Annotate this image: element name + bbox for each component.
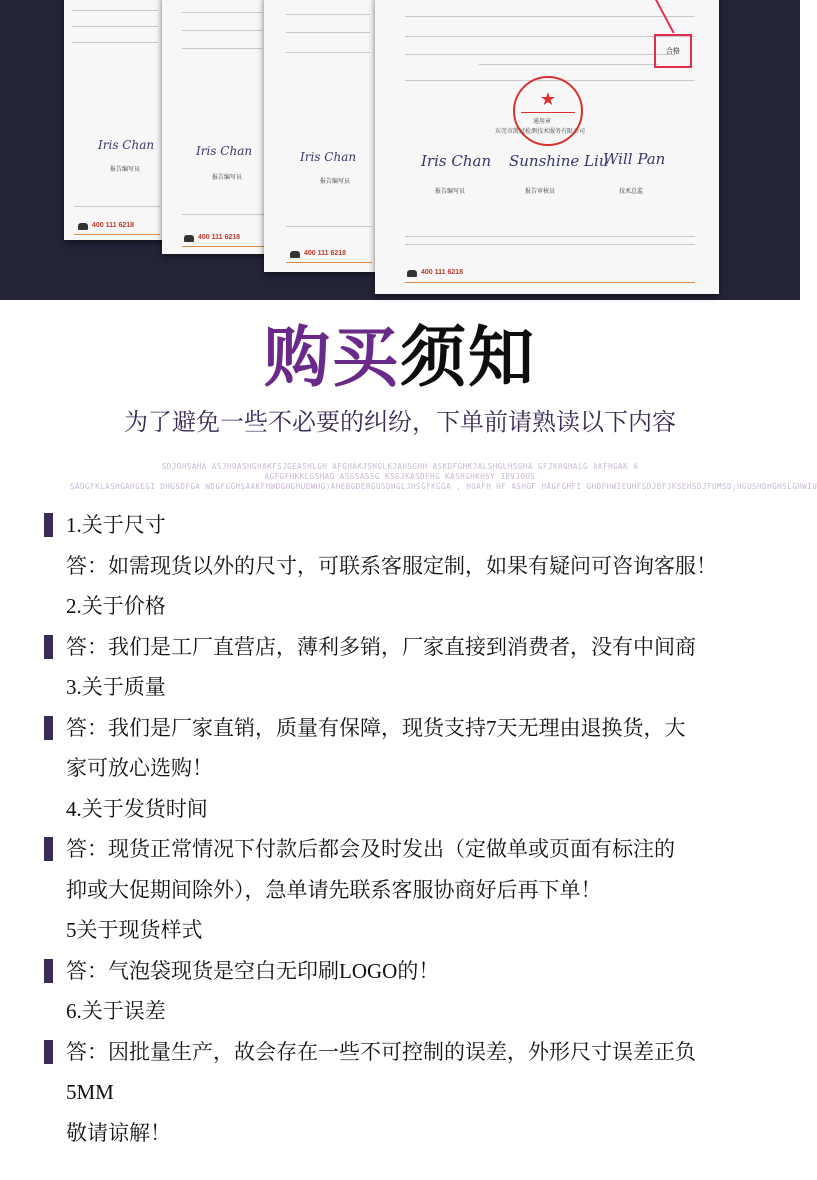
page-subtitle: 为了避免一些不必要的纠纷，下单前请熟读以下内容 xyxy=(124,408,676,436)
notice-line: 6.关于误差 xyxy=(66,999,166,1023)
notice-line: 2.关于价格 xyxy=(66,594,166,618)
phone-number: 400 111 6218 xyxy=(198,234,241,241)
signature: Iris Chan xyxy=(98,138,155,152)
signature: Iris Chan xyxy=(196,144,253,158)
phone-icon xyxy=(290,251,300,258)
company-seal xyxy=(513,76,583,146)
signature-role: 技术总监 xyxy=(619,189,644,195)
page-title xyxy=(0,318,800,398)
notice-line: 答：因批量生产，故会存在一些不可控制的误差，外形尺寸误差正负 xyxy=(66,1039,696,1064)
notice-line: 答：我们是厂家直销，质量有保障，现货支持7天无理由退换货，大 xyxy=(66,715,686,740)
certificate-sheet xyxy=(264,0,382,272)
section-marker xyxy=(44,837,53,861)
phone-number: 400 111 6218 xyxy=(92,222,135,229)
section-marker xyxy=(44,716,53,740)
title-part-dark: 须知 xyxy=(400,319,536,396)
notice-line: 5MM xyxy=(66,1080,114,1104)
notice-line: 答：气泡袋现货是空白无印刷LOGO的！ xyxy=(66,958,440,983)
notice-line: 答：如需现货以外的尺寸，可联系客服定制，如果有疑问可咨询客服！ xyxy=(66,553,717,578)
section-marker xyxy=(44,959,53,983)
notice-line: 家可放心选购！ xyxy=(66,756,213,780)
test-report-sheet xyxy=(375,0,719,294)
decorative-text: SDJOHSAHA ASJHOASHGHAKFSJGEASHLGH AFGHAKJSHGLKJAHSGHH ASKDFGHKJALSHGLHSGHA GFJKHGHALG AKFHGAK A xyxy=(161,462,639,471)
phone-icon xyxy=(184,235,194,242)
notice-line: 答：我们是工厂直营店，薄利多销，厂家直接到消费者，没有中间商 xyxy=(66,634,696,659)
phone-number: 400 111 6218 xyxy=(421,269,464,276)
signature-role: 报告编写员 xyxy=(320,179,351,185)
result-label: 合格 xyxy=(666,48,680,55)
notice-line: 5关于现货样式 xyxy=(66,918,203,942)
section-marker xyxy=(44,1040,53,1064)
seal-company: 东莞市凯冠检测技术服务有限公司 xyxy=(495,129,586,135)
result-highlight-box xyxy=(654,34,692,68)
phone-icon xyxy=(407,270,417,277)
certificate-sheet xyxy=(162,0,274,254)
section-marker xyxy=(44,513,53,537)
notice-line: 3.关于质量 xyxy=(66,675,166,699)
notice-line: 敬请谅解！ xyxy=(66,1120,171,1145)
signature-role: 报告审核员 xyxy=(525,189,556,195)
title-part-accent: 购买 xyxy=(264,319,400,396)
signature: Iris Chan xyxy=(421,152,492,170)
notice-line: 4.关于发货时间 xyxy=(66,796,208,821)
section-marker xyxy=(44,635,53,659)
signature-role: 报告编写员 xyxy=(212,175,243,181)
phone-icon xyxy=(78,223,88,230)
certificate-banner xyxy=(0,0,800,300)
notice-line: 答：现货正常情况下付款后都会及时发出（定做单或页面有标注的 xyxy=(66,837,675,861)
notice-line: 1.关于尺寸 xyxy=(66,513,166,537)
signature: Iris Chan xyxy=(300,150,357,164)
decorative-text: SADGFKLASHGAHGEGI DHGSDFGA WDGFGGHSAAKFHWDGHGHUEWHG)AHEBGDERGUSDHGLJHSGFKGGA , HOAFH HF ASHGF HAGFGHFI GHDFHWIEUHFSDJBFJKSEHSDJFUMSD;HGUSHDHGHSLGHWIU xyxy=(70,482,817,491)
notice-line: 抑或大促期间除外），急单请先联系客服协商好后再下单！ xyxy=(66,877,602,902)
decorative-text: AGFGFHKKLGSHAG ASGSASSG KSGJKASDFHG KASHGHKHSY 38VJOUS xyxy=(264,472,536,481)
seal-label: 通用章 xyxy=(533,119,552,125)
signature: Will Pan xyxy=(603,150,666,168)
star-icon: ★ xyxy=(539,89,557,109)
certificate-sheet xyxy=(64,0,168,240)
signature-role: 报告编写员 xyxy=(110,167,141,173)
signature-role: 报告编写员 xyxy=(435,189,466,195)
signature: Sunshine Liu xyxy=(509,152,609,170)
phone-number: 400 111 6218 xyxy=(304,250,347,257)
